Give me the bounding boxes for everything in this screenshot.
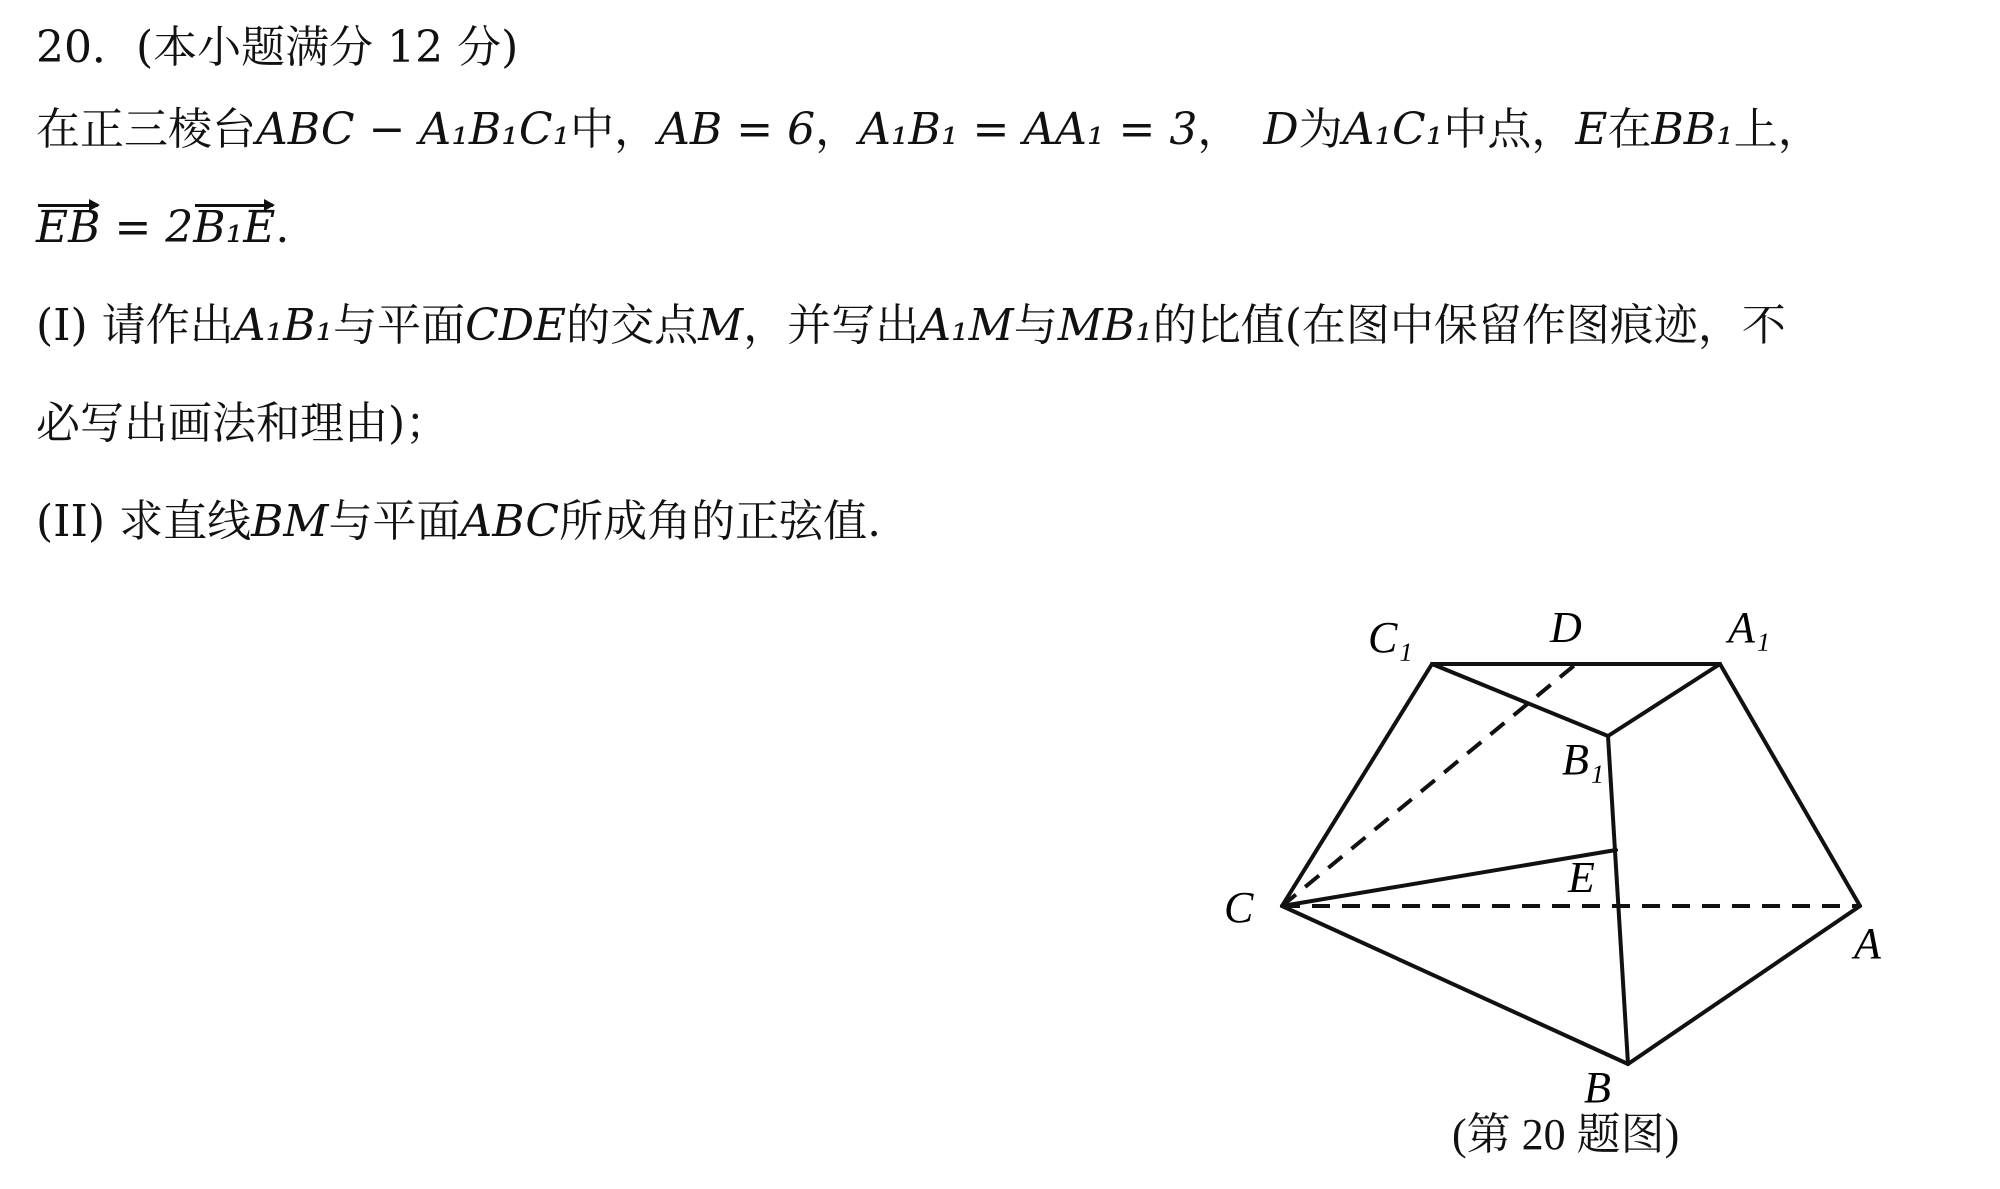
label-b1: B₁: [1562, 735, 1605, 784]
edge-c-c1: [1282, 664, 1432, 906]
frustum-diagram: [1200, 590, 1920, 1170]
label-d: D: [1550, 603, 1582, 652]
label-b: B: [1584, 1063, 1611, 1112]
part-1-label: (I): [36, 300, 88, 351]
label-e: E: [1568, 853, 1595, 902]
part-2: (II) 求直线BM与平面ABC所成角的正弦值.: [36, 496, 882, 547]
part-1-continued: 必写出画法和理由)；: [36, 398, 450, 449]
point-d: D: [1263, 104, 1299, 155]
figure-caption: (第 20 题图): [1452, 1110, 1680, 1159]
segment-c-d-hidden: [1282, 664, 1576, 906]
a1b1-equation: A₁B₁ = AA₁ = 3: [859, 104, 1198, 155]
ab-equation: AB = 6: [658, 104, 816, 155]
part-2-label: (II): [36, 496, 106, 547]
frustum-name: ABC − A₁B₁C₁: [256, 104, 571, 155]
edge-b-a: [1628, 906, 1860, 1064]
point-e: E: [1575, 104, 1608, 155]
problem-statement-line1: 在正三棱台ABC − A₁B₁C₁中，AB = 6，A₁B₁ = AA₁ = 3， D为A₁C₁中点，E在BB₁上，: [36, 104, 1822, 155]
segment-a1c1: A₁C₁: [1342, 104, 1444, 155]
label-c1: C₁: [1368, 613, 1413, 662]
problem-header: 20．(本小题满分 12 分): [36, 22, 519, 73]
edge-a-a1: [1720, 664, 1860, 906]
edge-c1-b1: [1432, 664, 1608, 736]
vector-b1e: B₁E: [193, 198, 275, 258]
label-a1: A₁: [1728, 603, 1771, 652]
label-c: C: [1224, 883, 1254, 932]
segment-c-e: [1282, 850, 1616, 906]
edge-c-b: [1282, 906, 1628, 1064]
edge-b-b1: [1608, 736, 1628, 1064]
label-a: A: [1854, 919, 1881, 968]
vector-condition: EB = 2B₁E.: [36, 198, 289, 258]
vector-eb: EB: [36, 198, 100, 258]
frustum-figure: [1200, 590, 1920, 1170]
part-1: (I) 请作出A₁B₁与平面CDE的交点M，并写出A₁M与MB₁的比值(在图中保留作图痕迹，不: [36, 300, 1786, 351]
segment-bb1: BB₁: [1651, 104, 1734, 155]
edge-b1-a1: [1608, 664, 1720, 736]
